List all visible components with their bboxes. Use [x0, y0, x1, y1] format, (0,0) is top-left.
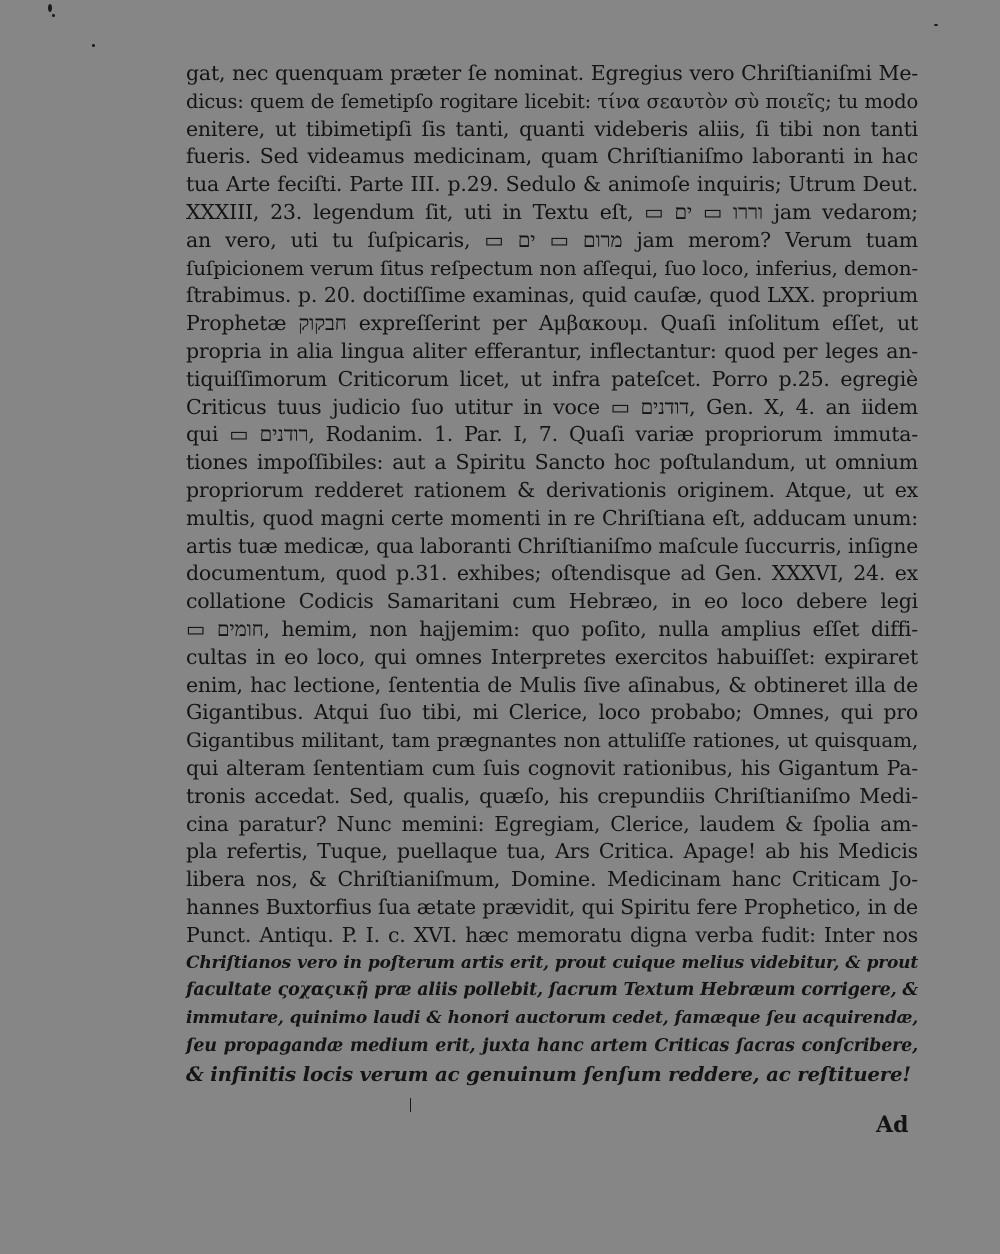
- text-line: tua Arte feciſti. Parte III. p.29. Sedulo & animoſe inquiris; Utrum Deut.: [186, 172, 918, 197]
- roman-lines: [186, 60, 918, 950]
- ink-speck: [934, 24, 938, 26]
- text-line: artis tuæ medicæ, qua laboranti Chriſtianiſmo maſcule ſuccurris, inſigne: [186, 533, 918, 558]
- text-line: ▭ חומים, hemim, non hajjemim: quo poſito, nulla amplius eſſet diffi-: [186, 616, 918, 641]
- text-line: qui alteram ſententiam cum ſuis cognovit rationibus, his Gigantum Pa-: [186, 755, 918, 780]
- text-line: propria in alia lingua aliter efferantur, inflectantur: quod per leges an-: [186, 338, 918, 363]
- text-line: gat, nec quenquam præter ſe nominat. Egregius vero Chriſtianiſmi Me-: [186, 61, 918, 85]
- text-line: an vero, uti tu ſuſpicaris, ▭ מרום ▭ ים jam merom? Verum tuam: [186, 227, 918, 252]
- text-line: Criticus tuus judicio ſuo utitur in voce ▭ דודנים, Gen. X, 4. an iidem: [186, 394, 918, 419]
- ink-speck: [410, 1098, 411, 1112]
- text-line: enim, hac lectione, ſententia de Mulis ſive aſinabus, & obtineret illa de: [186, 672, 918, 697]
- text-line: propriorum redderet rationem & derivationis originem. Atque, ut ex: [186, 477, 918, 502]
- ink-speck: [92, 44, 95, 47]
- ink-speck: [52, 14, 55, 17]
- text-line: tiones impoſſibiles: aut a Spiritu Sancto hoc poſtulandum, ut omnium: [186, 450, 918, 475]
- italic-lines: [186, 950, 918, 1089]
- catchword: Ad: [876, 1112, 909, 1138]
- text-line: ſuſpicionem verum ſitus reſpectum non aſſequi, ſuo loco, inferius, demon-: [186, 255, 918, 280]
- text-line: tiquiſſimorum Criticorum licet, ut infra pateſcet. Porro p.25. egregiè: [186, 366, 918, 391]
- text-line: Gigantibus militant, tam prægnantes non attuliſſe rationes, ut quisquam,: [186, 728, 918, 753]
- text-line: Gigantibus. Atqui ſuo tibi, mi Clerice, loco probabo; Omnes, qui pro: [186, 700, 918, 725]
- text-line: hannes Buxtorfius ſua ætate prævidit, qui Spiritu fere Prophetico, in de: [186, 894, 918, 919]
- text-line: pla refertis, Tuque, puellaque tua, Ars Critica. Apage! ab his Medicis: [186, 839, 918, 864]
- text-line: documentum, quod p.31. exhibes; oſtendisque ad Gen. XXXVI, 24. ex: [186, 561, 918, 586]
- text-line: fueris. Sed videamus medicinam, quam Chriſtianiſmo laboranti in hac: [186, 144, 918, 169]
- text-line: immutare, quinimo laudi & honori auctorum cedet, famæque ſeu acquirendæ,: [186, 1008, 918, 1029]
- text-line: enitere, ut tibimetipſi ſis tanti, quanti videberis aliis, ſi tibi non tanti: [186, 116, 918, 141]
- text-line: collatione Codicis Samaritani cum Hebræo, in eo loco debere legi: [186, 589, 918, 614]
- body-text: [186, 60, 918, 1088]
- text-line: & infinitis locis verum ac genuinum ſenſum reddere, ac reſtituere!: [186, 1061, 911, 1086]
- text-line: ſeu propagandæ medium erit, juxta hanc artem Criticas ſacras conſcribere,: [186, 1035, 918, 1056]
- text-line: facultate ςοχαςικῇ præ aliis pollebit, ſacrum Textum Hebræum corrigere, &: [186, 980, 918, 1001]
- text-line: cina paratur? Nunc memini: Egregiam, Clerice, laudem & ſpolia am-: [186, 811, 918, 836]
- text-line: Punct. Antiqu. P. I. c. XVI. hæc memoratu digna verba fudit: Inter nos: [186, 922, 918, 947]
- text-line: libera nos, & Chriſtianiſmum, Domine. Medicinam hanc Criticam Jo-: [186, 867, 918, 892]
- ink-speck: [48, 4, 52, 12]
- text-line: Prophetæ חבקוק expreſſerint per Αμβακουμ. Quaſi inſolitum eſſet, ut: [186, 311, 918, 336]
- text-line: ſtrabimus. p. 20. doctiſſime examinas, quid cauſæ, quod LXX. proprium: [186, 283, 918, 308]
- text-line: cultas in eo loco, qui omnes Interpretes exercitos habuiſſet: expiraret: [186, 644, 918, 669]
- text-line: qui ▭ רודנים, Rodanim. 1. Par. I, 7. Quaſi variæ propriorum immuta-: [186, 422, 918, 447]
- text-line: XXXIII, 23. legendum ſit, uti in Textu eſt, ▭ וררו ▭ ים jam vedarom;: [186, 199, 918, 224]
- text-line: multis, quod magni certe momenti in re Chriſtiana eſt, adducam unum:: [186, 505, 918, 530]
- text-line: dicus: quem de ſemetipſo rogitare licebit: τίνα σεαυτὸν σὺ ποιεῖς; tu modo: [186, 89, 918, 113]
- text-line: tronis accedat. Sed, qualis, quæſo, his crepundiis Chriſtianiſmo Medi-: [186, 783, 918, 808]
- text-line: Chriſtianos vero in poſterum artis erit, prout cuique melius videbitur, & prout: [186, 952, 918, 973]
